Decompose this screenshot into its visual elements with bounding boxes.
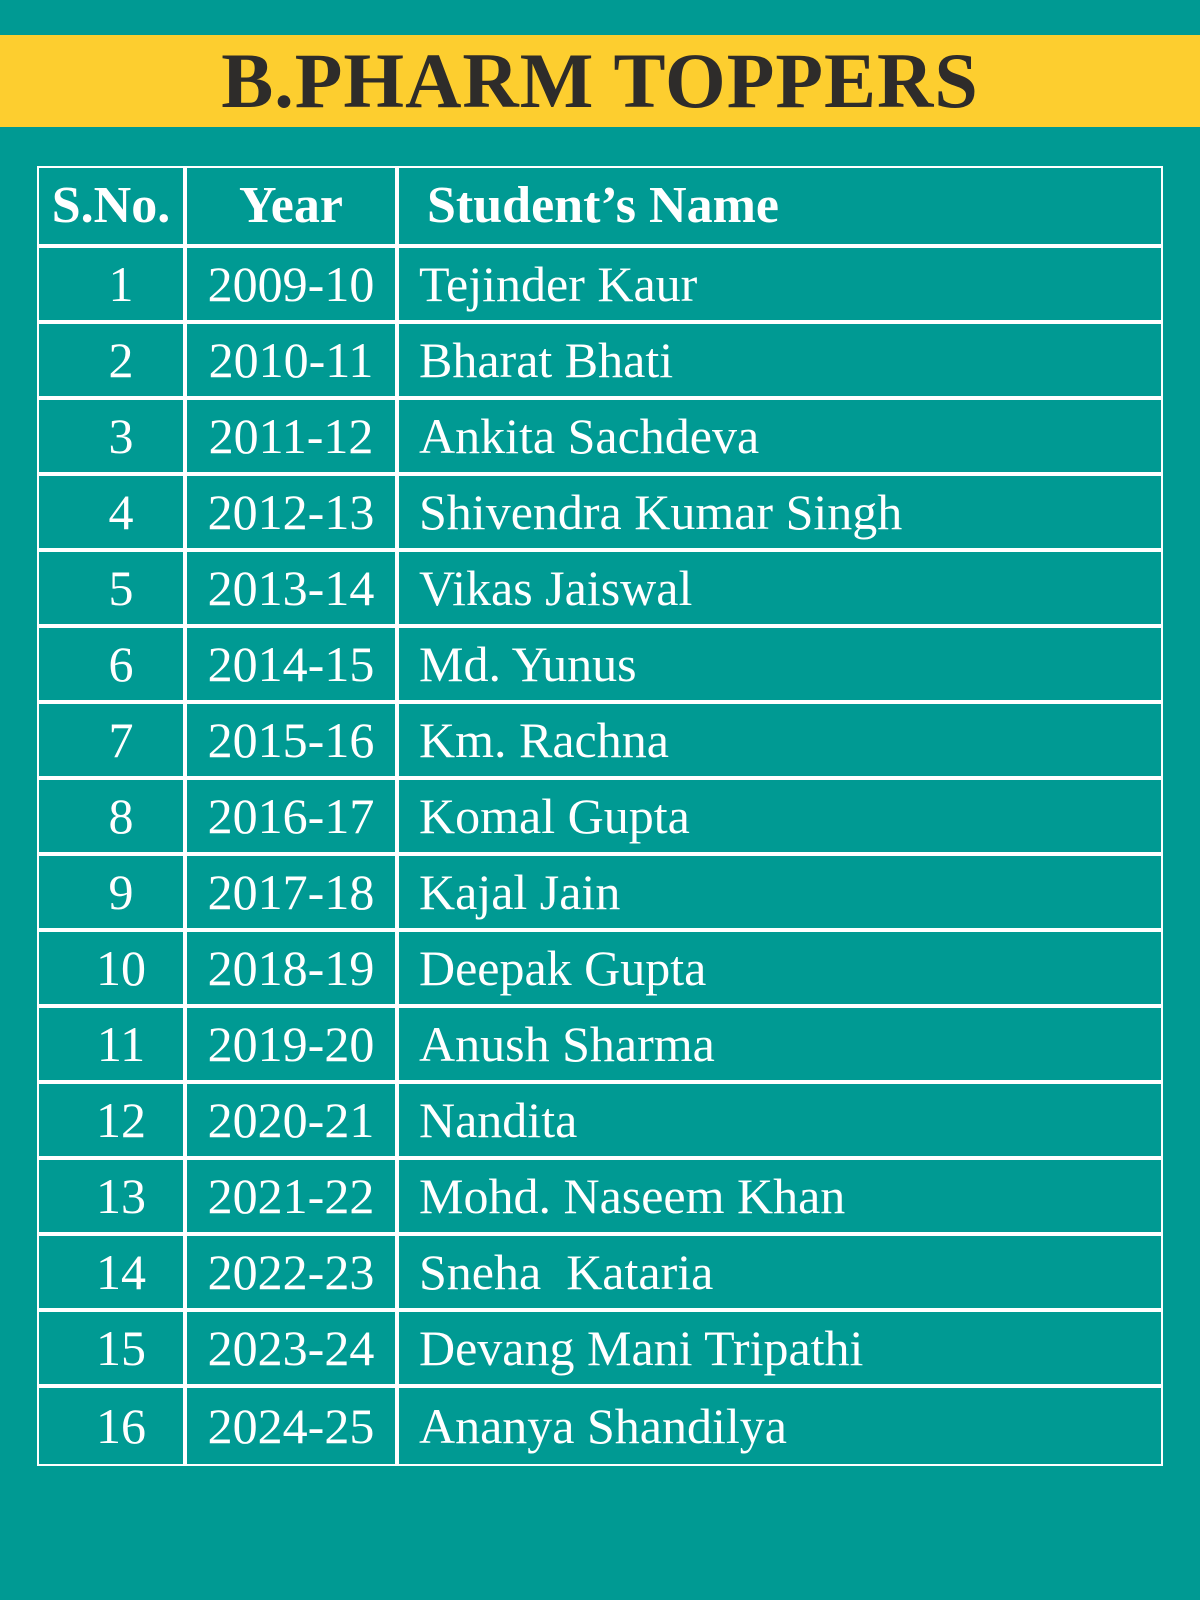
table-body bbox=[39, 248, 1161, 1464]
cell-student-name: Nandita bbox=[399, 1084, 1161, 1160]
header-student-name: Student’s Name bbox=[399, 168, 1161, 248]
cell-year: 2023-24 bbox=[187, 1312, 399, 1388]
table-row bbox=[39, 856, 1161, 932]
table-header-row bbox=[39, 168, 1161, 248]
cell-student-name: Vikas Jaiswal bbox=[399, 552, 1161, 628]
cell-student-name: Komal Gupta bbox=[399, 780, 1161, 856]
cell-sno: 3 bbox=[39, 400, 187, 476]
table-row bbox=[39, 1236, 1161, 1312]
cell-sno: 9 bbox=[39, 856, 187, 932]
cell-sno: 13 bbox=[39, 1160, 187, 1236]
cell-student-name: Bharat Bhati bbox=[399, 324, 1161, 400]
cell-student-name: Deepak Gupta bbox=[399, 932, 1161, 1008]
cell-student-name: Shivendra Kumar Singh bbox=[399, 476, 1161, 552]
cell-year: 2012-13 bbox=[187, 476, 399, 552]
cell-student-name: Sneha Kataria bbox=[399, 1236, 1161, 1312]
table-row bbox=[39, 780, 1161, 856]
cell-year: 2016-17 bbox=[187, 780, 399, 856]
cell-student-name: Mohd. Naseem Khan bbox=[399, 1160, 1161, 1236]
toppers-table bbox=[37, 166, 1163, 1466]
cell-student-name: Devang Mani Tripathi bbox=[399, 1312, 1161, 1388]
cell-student-name: Kajal Jain bbox=[399, 856, 1161, 932]
cell-sno: 10 bbox=[39, 932, 187, 1008]
cell-year: 2010-11 bbox=[187, 324, 399, 400]
cell-year: 2017-18 bbox=[187, 856, 399, 932]
cell-sno: 6 bbox=[39, 628, 187, 704]
cell-year: 2024-25 bbox=[187, 1388, 399, 1464]
header-year: Year bbox=[187, 168, 399, 248]
cell-sno: 1 bbox=[39, 248, 187, 324]
cell-student-name: Md. Yunus bbox=[399, 628, 1161, 704]
cell-sno: 7 bbox=[39, 704, 187, 780]
table-row bbox=[39, 1388, 1161, 1464]
table-row bbox=[39, 400, 1161, 476]
table-row bbox=[39, 704, 1161, 780]
cell-sno: 8 bbox=[39, 780, 187, 856]
cell-year: 2014-15 bbox=[187, 628, 399, 704]
cell-year: 2015-16 bbox=[187, 704, 399, 780]
table-row bbox=[39, 552, 1161, 628]
cell-year: 2019-20 bbox=[187, 1008, 399, 1084]
table-row bbox=[39, 1312, 1161, 1388]
cell-student-name: Ananya Shandilya bbox=[419, 1398, 787, 1454]
cell-sno: 4 bbox=[39, 476, 187, 552]
cell-year: 2018-19 bbox=[187, 932, 399, 1008]
cell-student-name: Tejinder Kaur bbox=[399, 248, 1161, 324]
cell-sno: 5 bbox=[39, 552, 187, 628]
cell-year: 2009-10 bbox=[187, 248, 399, 324]
cell-student-name: Anush Sharma bbox=[399, 1008, 1161, 1084]
table-row bbox=[39, 476, 1161, 552]
table-row bbox=[39, 248, 1161, 324]
cell-sno: 14 bbox=[39, 1236, 187, 1312]
title-banner bbox=[0, 35, 1200, 127]
table-row bbox=[39, 1160, 1161, 1236]
toppers-table-container bbox=[37, 166, 1163, 1466]
cell-sno: 16 bbox=[39, 1388, 187, 1464]
page-title: B.PHARM TOPPERS bbox=[221, 37, 979, 124]
cell-sno: 11 bbox=[39, 1008, 187, 1084]
cell-year: 2021-22 bbox=[187, 1160, 399, 1236]
cell-year: 2020-21 bbox=[187, 1084, 399, 1160]
cell-sno: 15 bbox=[39, 1312, 187, 1388]
table-row bbox=[39, 1084, 1161, 1160]
cell-sno: 2 bbox=[39, 324, 187, 400]
cell-student-name: Ankita Sachdeva bbox=[399, 400, 1161, 476]
table-row bbox=[39, 1008, 1161, 1084]
cell-year: 2013-14 bbox=[187, 552, 399, 628]
cell-student-name: Km. Rachna bbox=[399, 704, 1161, 780]
cell-sno: 12 bbox=[39, 1084, 187, 1160]
table-row bbox=[39, 932, 1161, 1008]
cell-year: 2011-12 bbox=[187, 400, 399, 476]
table-row bbox=[39, 324, 1161, 400]
cell-year: 2022-23 bbox=[187, 1236, 399, 1312]
header-sno: S.No. bbox=[39, 168, 187, 248]
table-row bbox=[39, 628, 1161, 704]
